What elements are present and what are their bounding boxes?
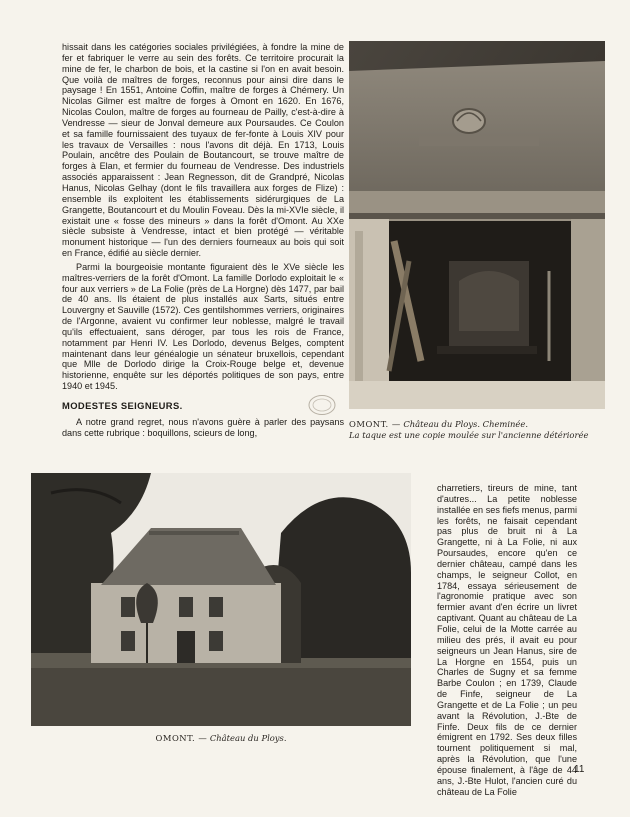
article-column-top-left xyxy=(62,42,344,442)
caption-lead: OMONT. — xyxy=(155,733,208,743)
article-column-bottom-right xyxy=(437,483,577,800)
page-number: 11 xyxy=(574,764,585,775)
library-stamp xyxy=(307,394,337,416)
caption-chateau xyxy=(31,733,411,744)
paragraph-forges: hissait dans les catégories sociales privilégiées, à fondre la mine de fer et fabriquer le verre au sein des forêts. Ce territoire procurait la mine de fer, le charbon de bois, et la castine si l'on en avait besoin. Que voilà de maîtres de forges, reconnus pour ainsi dire dans le paysage ! En 1551, Antoine Coffin, maître de forges à Chémery. Un Nicolas Gilmer est maître de forges à Omont en 1620. En 1676, Nicolas Coulon, maître de forges au fourneau de Pailly, c'est-à-dire à Vendresse — sieur de Jonval demeure aux Poursaudes. Ce Coulon et sa famille fournissaient des tuyaux de fer-fonte à Louis XIV pour les travaux de Versailles : nous l'avons dit déjà. En 1713, Louis Poulain, ancêtre des Poulain de Boutancourt, se trouve maître de forges à Elan, et fermier du fourneau de Vendresse. Des industriels associés apparaissent : Jean Regnesson, dit de Grandpré, Nicolas Hanus, Nicolas Gelhay (dont le fils travaillera aux forges de Flize) : ensemble ils exploitent les établissements sidérurgiques de La Grangette, Boutancourt et du Moulin Foveau. Dès la mi-XVIe siècle, il existait une « fosse des mineurs » dans la forêt d'Omont. Au XXe siècle subsiste à Vendresse, intact et bien protégé — véritable monument historique — l'un des derniers fourneaux au bois qui soit en France, édifié au siècle dernier. xyxy=(62,42,344,259)
caption-line-2: La taque est une copie moulée sur l'ancienne détériorée xyxy=(349,429,589,440)
photo-chateau xyxy=(31,473,411,726)
caption-lead: OMONT. — xyxy=(349,419,401,429)
paragraph-verriers: Parmi la bourgeoisie montante figuraient dès le XVe siècle les maîtres-verriers de la forêt d'Omont. La famille Dorlodo exploitait le « four aux verriers » de La Folie (près de La Horgne) dès 1477, par bail de 40 ans. Ils étaient de plus installés aux Sarts, situés entre Louvergny et Sauville (1572). Ces gentilshommes verriers, originaires de l'Argonne, avaient vu confirmer leur noblesse, malgré le travail qu'ils effectuaient, sans déroger, par tous les rois de France, notamment par Henri IV. Les Dorlodo, devenus Belges, comptent maintenant dans leur généalogie un sénateur bruxellois, cependant que Mlle de Dorlodo dirige la Croix-Rouge belge et, devenue historienne, enquête sur les déportés politiques de son pays, entre 1940 et 1945. xyxy=(62,261,344,392)
paragraph-petite-noblesse: charretiers, tireurs de mine, tant d'autres... La petite noblesse installée en ses fiefs menus, parmi les forêts, ne faisait cependant pas plus de bruit ni à La Grangette, ni à La Folie, ni aux Poursaudes, encore qu'en ce dernier château, campé dans les champs, le seigneur Collot, en 1784, essaya sérieusement de l'agronomie pratique avec son fermier avant d'en écrire un livret captivant. Quant au château de La Folie, celui de la Motte carrée au milieu des prés, il avait eu pour seigneurs un Jean Hanus, sire de La Horgne en 1554, puis un Charles de Sugny et sa femme Barbe Coulon ; en 1739, Claude de Finfe, seigneur de La Grangette et de La Folie ; un peu avant la Révolution, J.-Bte de Finfe. Deux fils de ce dernier émigrent en 1792. Ses deux filles tournent politiquement si mal, après la Révolution, que l'une épouse finalement, à l'âge de 44 ans, J.-Bte Hulot, l'ancien curé du château de La Folie xyxy=(437,483,577,797)
paragraph-paysans: A notre grand regret, nous n'avons guère à parler des paysans dans cette rubrique : boquillons, scieurs de long, xyxy=(62,416,344,438)
caption-fireplace xyxy=(349,419,611,440)
fireplace-photo-illustration xyxy=(349,41,605,409)
chateau-photo-illustration xyxy=(31,473,411,726)
section-heading: MODESTES SEIGNEURS. xyxy=(62,400,183,411)
caption-title: Château du Ploys. xyxy=(207,733,287,743)
photo-fireplace xyxy=(349,41,605,409)
caption-title: Château du Ploys. Cheminée. xyxy=(400,419,529,429)
